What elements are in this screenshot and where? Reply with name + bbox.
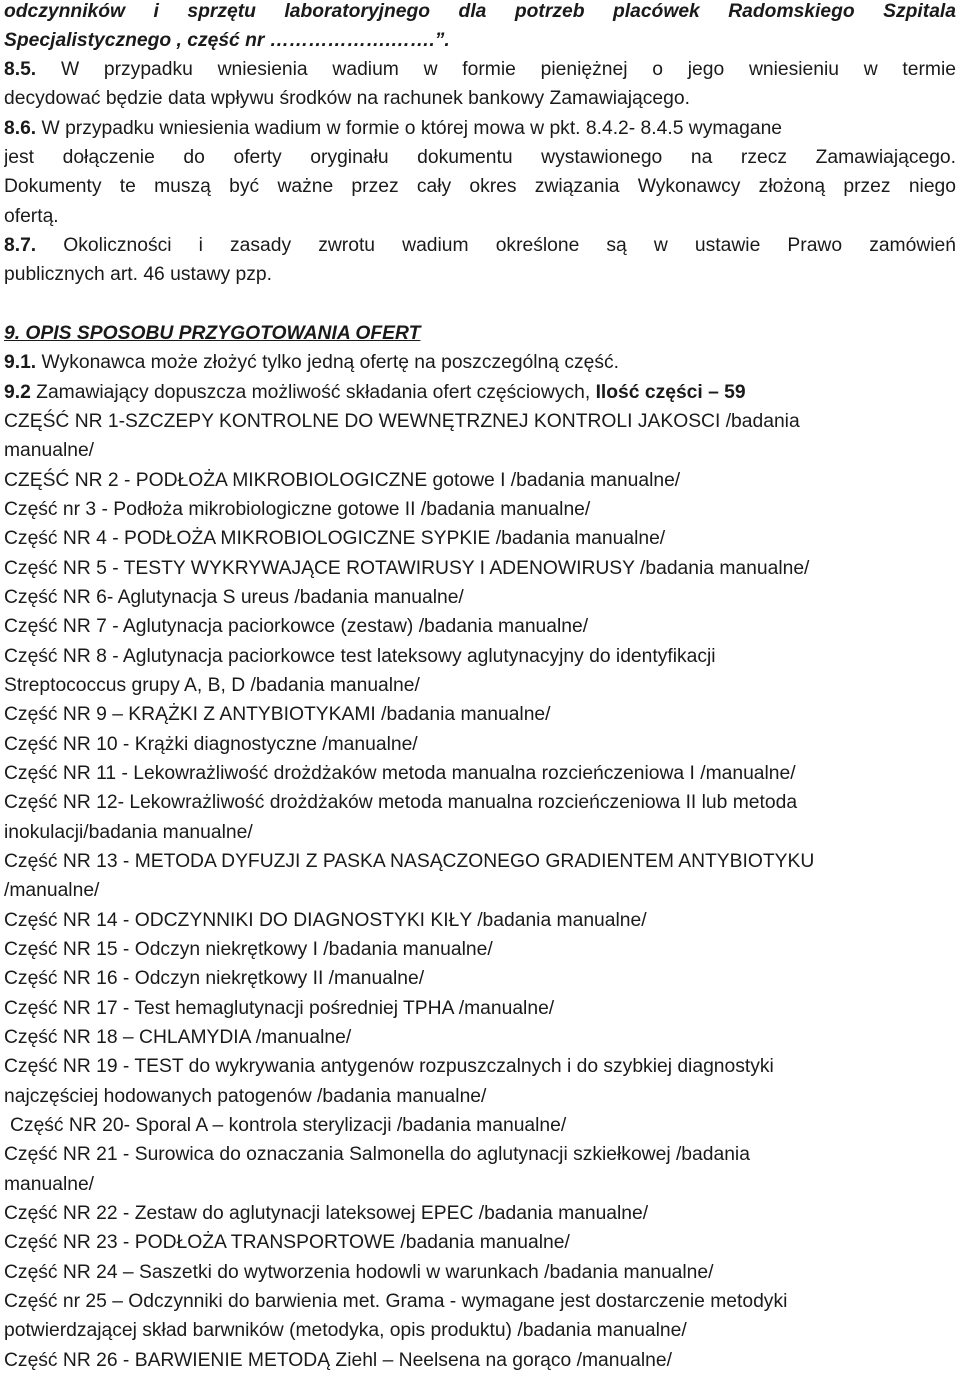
part-line: Część NR 22 - Zestaw do aglutynacji lateksowej EPEC /badania manualne/ [4, 1203, 649, 1224]
part-line: Część NR 24 – Saszetki do wytworzenia hodowli w warunkach /badania manualne/ [4, 1262, 714, 1283]
part-line: CZĘŚĆ NR 2 - PODŁOŻA MIKROBIOLOGICZNE gotowe I /badania manualne/ [4, 470, 681, 491]
part-line: Część NR 11 - Lekowrażliwość drożdżaków metoda manualna rozcieńczeniowa I /manualne/ [4, 763, 796, 784]
section-8-6-text: W przypadku wniesienia wadium w formie o której mowa w pkt. 8.4.2- 8.4.5 wymagane [41, 118, 783, 139]
part-line: Część NR 14 - ODCZYNNIKI DO DIAGNOSTYKI KIŁY /badania manualne/ [4, 910, 647, 931]
section-9-2-number: 9.2 [4, 382, 31, 403]
part-line: Część NR 6- Aglutynacja S ureus /badania manualne/ [4, 587, 464, 608]
section-8-6-line-2: jest dołączenie do oferty oryginału dokumentu wystawionego na rzecz Zamawiającego. [4, 147, 956, 168]
part-line: inokulacji/badania manualne/ [4, 822, 253, 843]
part-line: manualne/ [4, 1174, 95, 1195]
part-line: Część nr 25 – Odczynniki do barwienia met. Grama - wymagane jest dostarczenie metodyki [4, 1291, 788, 1312]
part-line: Część NR 4 - PODŁOŻA MIKROBIOLOGICZNE SYPKIE /badania manualne/ [4, 528, 666, 549]
section-8-6-number: 8.6. [4, 118, 37, 139]
section-8-5-number: 8.5. [4, 59, 37, 80]
part-line: Część NR 12- Lekowrażliwość drożdżaków metoda manualna rozcieńczeniowa II lub metoda [4, 792, 798, 813]
part-line: Część NR 15 - Odczyn niekrętkowy I /badania manualne/ [4, 939, 493, 960]
part-line: Część NR 21 - Surowica do oznaczania Salmonella do aglutynacji szkiełkowej /badania [4, 1144, 750, 1165]
part-line: /manualne/ [4, 880, 100, 901]
section-8-7-line-2: publicznych art. 46 ustawy pzp. [4, 264, 272, 285]
section-8-7-number: 8.7. [4, 235, 37, 256]
part-line: Część NR 10 - Krążki diagnostyczne /manualne/ [4, 734, 418, 755]
section-9-2-parts-count: Ilość części – 59 [595, 382, 746, 403]
intro-line-2: Specjalistycznego , część nr ……………….…….”. [4, 30, 450, 51]
part-line: Część NR 8 - Aglutynacja paciorkowce test lateksowy aglutynacyjny do identyfikacji [4, 646, 716, 667]
part-line: Część NR 7 - Aglutynacja paciorkowce (zestaw) /badania manualne/ [4, 616, 589, 637]
part-line: Część NR 19 - TEST do wykrywania antygenów rozpuszczalnych i do szybkiej diagnostyki [4, 1056, 774, 1077]
section-8-5-line-2: decydować będzie data wpływu środków na rachunek bankowy Zamawiającego. [4, 88, 690, 109]
section-8-7-text: Okoliczności i zasady zwrotu wadium określone są w ustawie Prawo zamówień [63, 235, 956, 256]
intro-line-1: odczynników i sprzętu laboratoryjnego dla potrzeb placówek Radomskiego Szpitala [4, 1, 956, 22]
part-line: Część NR 26 - BARWIENIE METODĄ Ziehl – Neelsena na gorąco /manualne/ [4, 1350, 672, 1371]
section-9-1-text: Wykonawca może złożyć tylko jedną ofertę na poszczególną część. [41, 352, 619, 373]
section-9-2-text: Zamawiający dopuszcza możliwość składania ofert częściowych, [36, 382, 591, 403]
section-9-2 [4, 378, 956, 407]
section-8-5-line-1 [4, 55, 956, 84]
part-line: Część NR 18 – CHLAMYDIA /manualne/ [4, 1027, 352, 1048]
section-8-6-line-1 [4, 114, 956, 143]
part-line: Część NR 13 - METODA DYFUZJI Z PASKA NASĄCZONEGO GRADIENTEM ANTYBIOTYKU [4, 851, 815, 872]
section-9-heading: 9. OPIS SPOSOBU PRZYGOTOWANIA OFERT [4, 323, 421, 344]
section-9-1 [4, 348, 956, 377]
section-8-6-line-4: ofertą. [4, 206, 59, 227]
part-line: CZĘŚĆ NR 1-SZCZEPY KONTROLNE DO WEWNĘTRZNEJ KONTROLI JAKOSCI /badania [4, 411, 800, 432]
part-line: Część NR 9 – KRĄŻKI Z ANTYBIOTYKAMI /badania manualne/ [4, 704, 551, 725]
part-line: Część nr 3 - Podłoża mikrobiologiczne gotowe II /badania manualne/ [4, 499, 591, 520]
part-line: Część NR 23 - PODŁOŻA TRANSPORTOWE /badania manualne/ [4, 1232, 570, 1253]
section-8-5-text: W przypadku wniesienia wadium w formie pieniężnej o jego wniesieniu w termie [60, 59, 956, 80]
section-8-6-line-3: Dokumenty te muszą być ważne przez cały okres związania Wykonawcy złożoną przez niego [4, 176, 956, 197]
part-line: Część NR 17 - Test hemaglutynacji pośredniej TPHA /manualne/ [4, 998, 555, 1019]
part-line: najczęściej hodowanych patogenów /badania manualne/ [4, 1086, 487, 1107]
part-line: Streptococcus grupy A, B, D /badania manualne/ [4, 675, 420, 696]
part-line: potwierdzającej skład barwników (metodyka, opis produktu) /badania manualne/ [4, 1320, 687, 1341]
part-line: Część NR 16 - Odczyn niekrętkowy II /manualne/ [4, 968, 425, 989]
part-line: Część NR 5 - TESTY WYKRYWAJĄCE ROTAWIRUSY I ADENOWIRUSY /badania manualne/ [4, 558, 810, 579]
section-8-7-line-1 [4, 231, 956, 260]
section-9-1-number: 9.1. [4, 352, 37, 373]
part-line: Część NR 20- Sporal A – kontrola sterylizacji /badania manualne/ [10, 1115, 567, 1136]
part-line: manualne/ [4, 440, 95, 461]
